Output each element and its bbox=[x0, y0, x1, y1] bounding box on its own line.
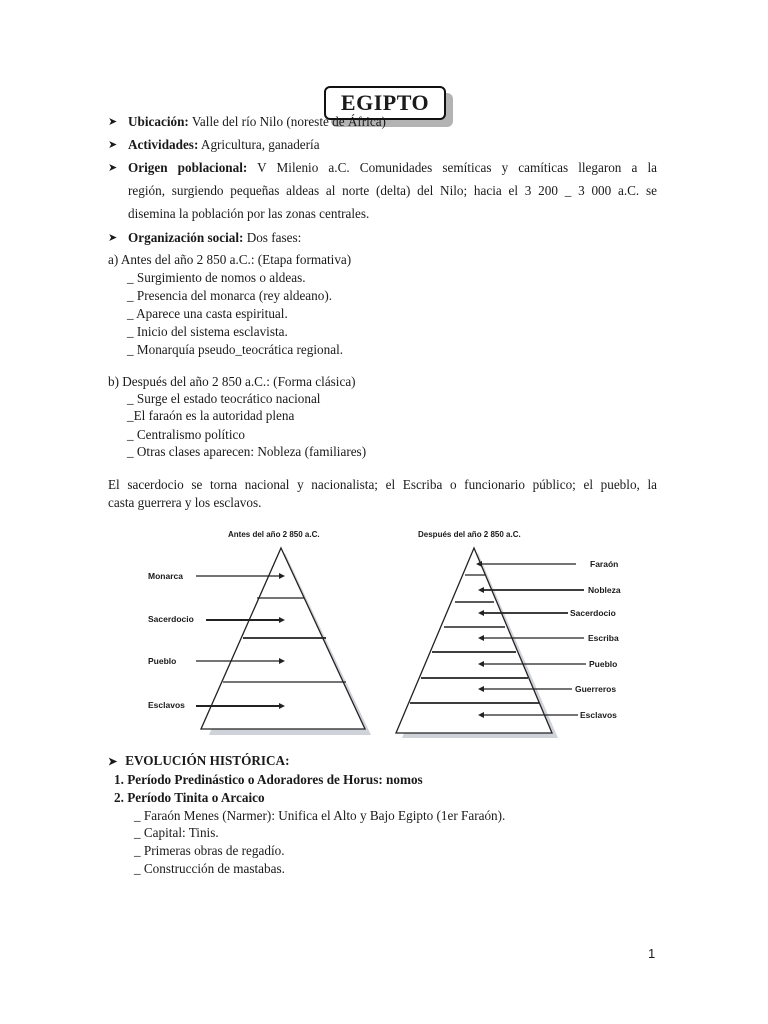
right-label-esclavos: Esclavos bbox=[580, 710, 617, 720]
period-item: 1. Período Predinástico o Adoradores de Horus: nomos bbox=[114, 772, 423, 787]
period-detail: _ Primeras obras de regadío. bbox=[134, 843, 285, 858]
arrowhead-bullet-icon: ➤ bbox=[108, 162, 118, 174]
right-pyramid-title: Después del año 2 850 a.C. bbox=[418, 530, 521, 539]
fase-a-item: _ Presencia del monarca (rey aldeano). bbox=[127, 288, 333, 303]
origen-text: V Milenio a.C. Comunidades semíticas y camíticas llegaron a la bbox=[257, 160, 657, 175]
fase-b-item: _ Surge el estado teocrático nacional bbox=[127, 391, 321, 406]
origen-line-3: disemina la población por las zonas centrales. bbox=[128, 206, 370, 221]
evolucion-heading-text: EVOLUCIÓN HISTÓRICA: bbox=[125, 753, 290, 768]
fase-a-item: _ Aparece una casta espiritual. bbox=[127, 306, 288, 321]
arrowhead-bullet-icon: ➤ bbox=[108, 756, 118, 768]
evolucion-heading bbox=[108, 753, 289, 769]
left-label-esclavos: Esclavos bbox=[148, 700, 185, 710]
fase-b-heading: b) Después del año 2 850 a.C.: (Forma clásica) bbox=[108, 374, 356, 389]
fase-b-item: _ Centralismo político bbox=[127, 427, 245, 442]
organizacion-text: Dos fases: bbox=[246, 230, 302, 245]
fase-b-item: _El faraón es la autoridad plena bbox=[127, 408, 295, 423]
right-pyramid-outline bbox=[396, 548, 552, 733]
right-label-guerreros: Guerreros bbox=[575, 684, 617, 694]
origen-label: Origen poblacional: bbox=[128, 160, 248, 175]
arrowhead-bullet-icon: ➤ bbox=[108, 139, 118, 151]
bullet-text: Agricultura, ganadería bbox=[200, 137, 320, 152]
left-label-monarca: Monarca bbox=[148, 571, 183, 581]
left-label-sacerdocio: Sacerdocio bbox=[148, 614, 194, 624]
bullet-label: Actividades: bbox=[128, 137, 199, 152]
right-pyramid bbox=[396, 548, 586, 738]
fase-a-item: _ Monarquía pseudo_teocrática regional. bbox=[127, 342, 344, 357]
arrowhead-bullet-icon: ➤ bbox=[108, 116, 118, 128]
left-label-pueblo: Pueblo bbox=[148, 656, 177, 666]
fase-b-item: _ Otras clases aparecen: Nobleza (familiares) bbox=[127, 444, 367, 459]
origen-line-2: región, surgiendo pequeñas aldeas al norte (delta) del Nilo; hacia el 3 200 _ 3 000 a.C. se bbox=[128, 183, 657, 198]
right-label-pueblo: Pueblo bbox=[589, 659, 618, 669]
fase-a-heading: a) Antes del año 2 850 a.C.: (Etapa formativa) bbox=[108, 252, 352, 267]
left-pyramid-title: Antes del año 2 850 a.C. bbox=[228, 530, 320, 539]
page-title: EGIPTO bbox=[324, 86, 446, 120]
period-detail: _ Construcción de mastabas. bbox=[134, 861, 285, 876]
sacerdocio-line-2: casta guerrera y los esclavos. bbox=[108, 495, 262, 510]
period-detail: _ Faraón Menes (Narmer): Unifica el Alto y Bajo Egipto (1er Faraón). bbox=[134, 808, 506, 823]
sacerdocio-line-1: El sacerdocio se torna nacional y nacionalista; el Escriba o funcionario público; el pueblo, la bbox=[108, 477, 657, 492]
right-label-nobleza: Nobleza bbox=[588, 585, 621, 595]
period-item: 2. Período Tinita o Arcaico bbox=[114, 790, 265, 805]
arrowhead-bullet-icon: ➤ bbox=[108, 232, 118, 244]
fase-a-item: _ Inicio del sistema esclavista. bbox=[127, 324, 288, 339]
page-number: 1 bbox=[648, 946, 656, 961]
bullet-label: Ubicación: bbox=[128, 114, 189, 129]
period-detail: _ Capital: Tinis. bbox=[134, 825, 219, 840]
right-label-faraon: Faraón bbox=[590, 559, 619, 569]
right-label-escriba: Escriba bbox=[588, 633, 619, 643]
fase-a-item: _ Surgimiento de nomos o aldeas. bbox=[127, 270, 306, 285]
organizacion-label: Organización social: bbox=[128, 230, 244, 245]
right-label-sacerdocio: Sacerdocio bbox=[570, 608, 616, 618]
left-pyramid bbox=[196, 548, 371, 735]
bullet-text: Valle del río Nilo (noreste de África) bbox=[191, 114, 386, 129]
